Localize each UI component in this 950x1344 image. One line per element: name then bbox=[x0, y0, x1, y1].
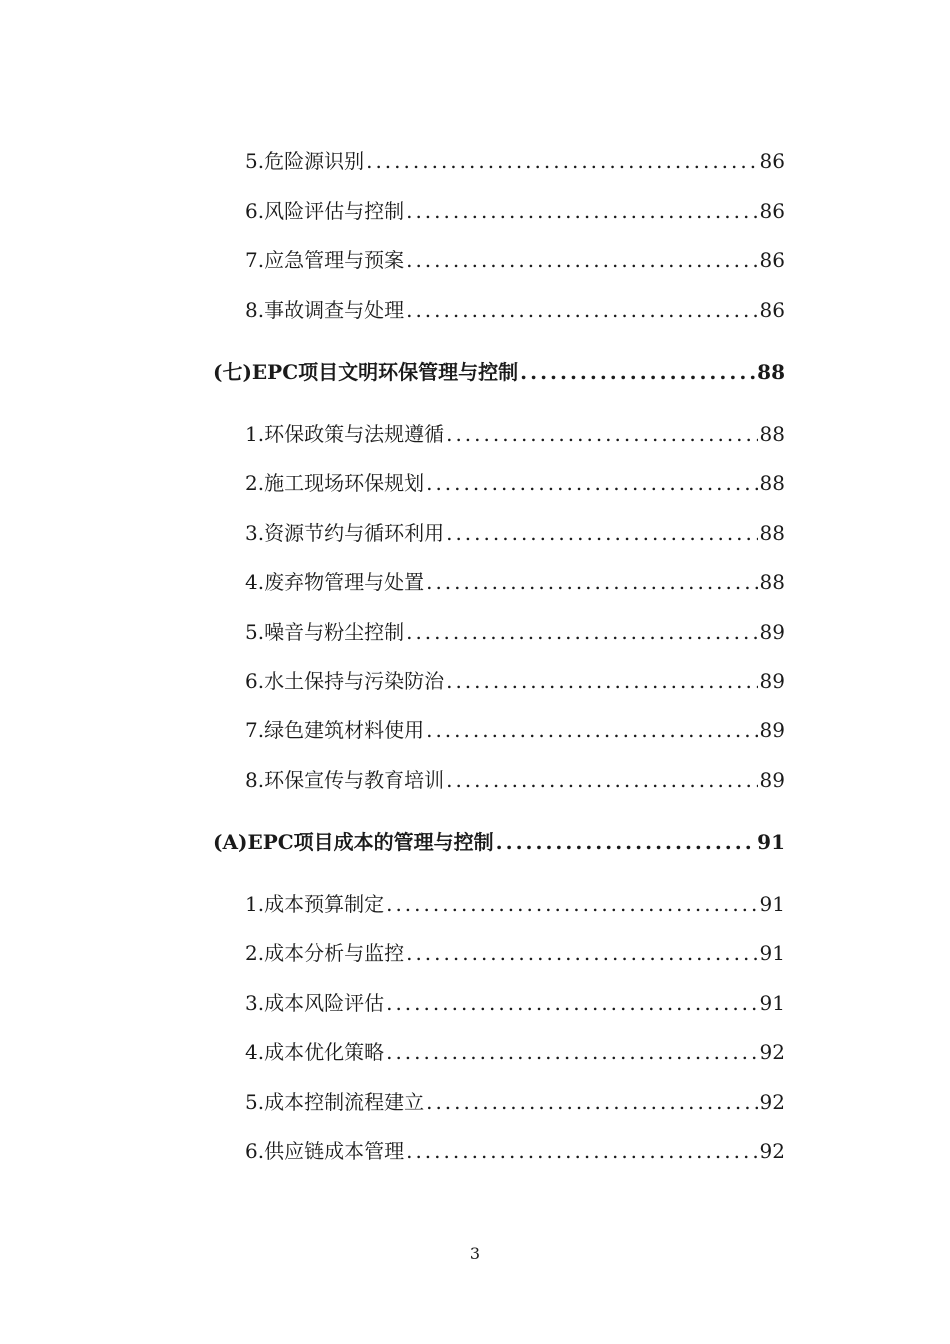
toc-entry-page: 86 bbox=[759, 298, 785, 322]
toc-entry-page: 92 bbox=[759, 1090, 785, 1114]
toc-entry-number: 6 bbox=[245, 1139, 258, 1163]
toc-entry-number: 7 bbox=[245, 718, 258, 742]
toc-entry-title: 成本优化策略 bbox=[264, 1040, 385, 1064]
page-number: 3 bbox=[469, 1244, 481, 1263]
toc-entry-dot: . bbox=[257, 718, 265, 742]
toc-entry-title: 成本分析与监控 bbox=[264, 941, 405, 965]
toc-entry-page: 88 bbox=[759, 570, 785, 594]
toc-entry-number: 5 bbox=[245, 149, 258, 173]
toc-entry-page: 91 bbox=[759, 892, 785, 916]
toc-entry-dot: . bbox=[257, 199, 265, 223]
dot-leader bbox=[406, 295, 757, 325]
toc-entry[interactable] bbox=[245, 938, 785, 968]
toc-entry[interactable] bbox=[245, 715, 785, 745]
toc-section-heading[interactable] bbox=[213, 827, 785, 857]
toc-entry-dot: . bbox=[257, 248, 265, 272]
toc-entry-page: 86 bbox=[759, 149, 785, 173]
toc-entry-dot: . bbox=[257, 669, 265, 693]
dot-leader bbox=[446, 419, 757, 449]
toc-entry[interactable] bbox=[245, 988, 785, 1018]
toc-entry[interactable] bbox=[245, 518, 785, 548]
toc-entry-page: 88 bbox=[759, 521, 785, 545]
dot-leader bbox=[406, 617, 757, 647]
toc-entry-page: 91 bbox=[759, 991, 785, 1015]
dot-leader bbox=[446, 518, 757, 548]
dot-leader bbox=[426, 468, 757, 498]
toc-entry-page: 88 bbox=[759, 471, 785, 495]
toc-entry-title: 危险源识别 bbox=[264, 149, 365, 173]
dot-leader bbox=[520, 357, 755, 387]
dot-leader bbox=[386, 889, 757, 919]
dot-leader bbox=[426, 567, 757, 597]
toc-entry-dot: . bbox=[257, 422, 265, 446]
dot-leader bbox=[496, 827, 756, 857]
toc-entry-title: 资源节约与循环利用 bbox=[264, 521, 445, 545]
toc-entry-title: 成本风险评估 bbox=[264, 991, 385, 1015]
toc-entry-title: 废弃物管理与处置 bbox=[264, 570, 425, 594]
toc-entry-dot: . bbox=[257, 1040, 265, 1064]
toc-entry[interactable] bbox=[245, 1136, 785, 1166]
toc-entry-number: 4 bbox=[245, 570, 258, 594]
toc-entry-title: 水土保持与污染防治 bbox=[264, 669, 445, 693]
toc-entry-title: 绿色建筑材料使用 bbox=[264, 718, 425, 742]
toc-entry-page: 89 bbox=[759, 620, 785, 644]
toc-entry-dot: . bbox=[257, 1139, 265, 1163]
dot-leader bbox=[386, 988, 757, 1018]
toc-entry-title: 噪音与粉尘控制 bbox=[264, 620, 405, 644]
dot-leader bbox=[406, 1136, 757, 1166]
toc-entry-title: 事故调查与处理 bbox=[264, 298, 405, 322]
toc-entry-title: 环保宣传与教育培训 bbox=[264, 768, 445, 792]
toc-entry-number: 2 bbox=[245, 471, 258, 495]
dot-leader bbox=[406, 245, 757, 275]
toc-entry[interactable] bbox=[245, 419, 785, 449]
dot-leader bbox=[426, 1087, 757, 1117]
toc-entry-number: 6 bbox=[245, 199, 258, 223]
toc-entry-page: 92 bbox=[759, 1139, 785, 1163]
toc-entry-dot: . bbox=[257, 892, 265, 916]
toc-entry-dot: . bbox=[257, 298, 265, 322]
toc-section-title: (A)EPC项目成本的管理与控制 bbox=[213, 830, 494, 854]
toc-entry[interactable] bbox=[245, 567, 785, 597]
toc-entry[interactable] bbox=[245, 468, 785, 498]
toc-entry[interactable] bbox=[245, 295, 785, 325]
toc-entry-dot: . bbox=[257, 471, 265, 495]
toc-entry-number: 3 bbox=[245, 991, 258, 1015]
toc-entry-number: 8 bbox=[245, 298, 258, 322]
toc-entry-dot: . bbox=[257, 521, 265, 545]
toc-entry[interactable] bbox=[245, 1087, 785, 1117]
toc-entry-number: 2 bbox=[245, 941, 258, 965]
toc-entry[interactable] bbox=[245, 617, 785, 647]
toc-entry-dot: . bbox=[257, 570, 265, 594]
toc-section-page: 91 bbox=[757, 830, 785, 854]
toc-section-title: (七)EPC项目文明环保管理与控制 bbox=[213, 360, 519, 384]
toc-entry-number: 3 bbox=[245, 521, 258, 545]
toc-entry-dot: . bbox=[257, 768, 265, 792]
dot-leader bbox=[386, 1037, 757, 1067]
toc-entry-page: 88 bbox=[759, 422, 785, 446]
toc-entry-page: 86 bbox=[759, 248, 785, 272]
toc-section-heading[interactable] bbox=[213, 357, 785, 387]
toc-entry[interactable] bbox=[245, 196, 785, 226]
dot-leader bbox=[426, 715, 757, 745]
dot-leader bbox=[446, 666, 757, 696]
toc-entry-number: 5 bbox=[245, 1090, 258, 1114]
toc-entry-number: 1 bbox=[245, 892, 258, 916]
toc-entry-page: 89 bbox=[759, 768, 785, 792]
toc-entry-number: 6 bbox=[245, 669, 258, 693]
toc-entry-title: 环保政策与法规遵循 bbox=[264, 422, 445, 446]
toc-entry-number: 8 bbox=[245, 768, 258, 792]
toc-entry-dot: . bbox=[257, 1090, 265, 1114]
toc-entry-dot: . bbox=[257, 941, 265, 965]
toc-entry-page: 91 bbox=[759, 941, 785, 965]
toc-entry-number: 4 bbox=[245, 1040, 258, 1064]
toc-section-page: 88 bbox=[757, 360, 785, 384]
toc-entry-number: 7 bbox=[245, 248, 258, 272]
toc-entry-title: 成本预算制定 bbox=[264, 892, 385, 916]
toc-entry[interactable] bbox=[245, 765, 785, 795]
dot-leader bbox=[406, 938, 757, 968]
toc-entry-page: 92 bbox=[759, 1040, 785, 1064]
toc-entry-dot: . bbox=[257, 149, 265, 173]
toc-entry-dot: . bbox=[257, 620, 265, 644]
toc-entry-title: 成本控制流程建立 bbox=[264, 1090, 425, 1114]
toc-entry[interactable] bbox=[245, 245, 785, 275]
toc-entry-number: 5 bbox=[245, 620, 258, 644]
toc-entry-title: 施工现场环保规划 bbox=[264, 471, 425, 495]
toc-entry-number: 1 bbox=[245, 422, 258, 446]
toc-entry-page: 86 bbox=[759, 199, 785, 223]
toc-entry[interactable] bbox=[245, 1037, 785, 1067]
dot-leader bbox=[446, 765, 757, 795]
toc-entry-dot: . bbox=[257, 991, 265, 1015]
toc-entry[interactable] bbox=[245, 666, 785, 696]
toc-entry[interactable] bbox=[245, 146, 785, 176]
toc-entry-title: 供应链成本管理 bbox=[264, 1139, 405, 1163]
toc-entry-title: 应急管理与预案 bbox=[264, 248, 405, 272]
toc-entry-page: 89 bbox=[759, 669, 785, 693]
toc-entry-page: 89 bbox=[759, 718, 785, 742]
dot-leader bbox=[366, 146, 757, 176]
toc-entry-title: 风险评估与控制 bbox=[264, 199, 405, 223]
toc-entry[interactable] bbox=[245, 889, 785, 919]
dot-leader bbox=[406, 196, 757, 226]
